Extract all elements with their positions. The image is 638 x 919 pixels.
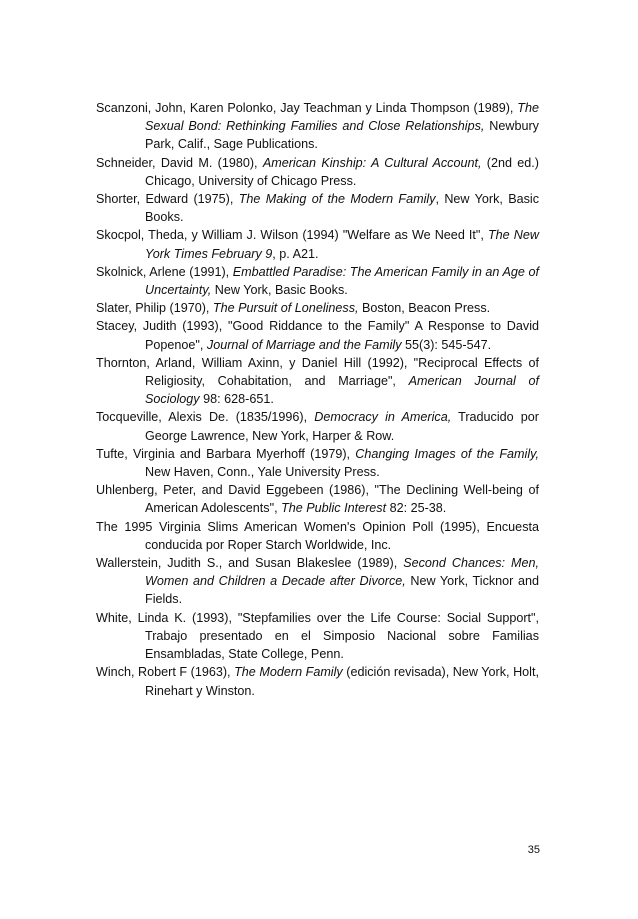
reference-entry bbox=[96, 354, 539, 409]
reference-publication: 55(3): 545-547. bbox=[401, 337, 492, 352]
reference-title: The New York Times February 9 bbox=[145, 228, 539, 261]
reference-authors: Scanzoni, John, Karen Polonko, Jay Teachman y Linda Thompson (1989), bbox=[96, 101, 518, 115]
reference-entry bbox=[96, 299, 539, 317]
reference-publication: Newbury Park, Calif., Sage Publications. bbox=[145, 119, 539, 152]
reference-list bbox=[96, 99, 539, 700]
reference-entry bbox=[96, 408, 539, 444]
reference-title: Second Chances: Men, Women and Children a Decade after Divorce, bbox=[145, 556, 539, 589]
reference-publication: New York, Ticknor and Fields. bbox=[145, 574, 539, 607]
reference-authors: Schneider, David M. (1980), bbox=[96, 155, 263, 170]
reference-publication: New York, Basic Books. bbox=[211, 283, 348, 298]
reference-authors: Wallerstein, Judith S., and Susan Blakeslee (1989), bbox=[96, 556, 404, 571]
reference-entry bbox=[96, 226, 539, 262]
reference-authors: White, Linda K. (1993), "Stepfamilies over the Life Course: Social Support", Trabajo presentado en el Simposio Nacional sobre Familias Ensambladas, State College, Penn. bbox=[96, 610, 539, 662]
reference-entry bbox=[96, 663, 539, 699]
reference-title: Journal of Marriage and the Family bbox=[206, 337, 402, 352]
reference-publication: 82: 25-38. bbox=[386, 501, 447, 516]
reference-authors: Tufte, Virginia and Barbara Myerhoff (1979), bbox=[96, 446, 356, 461]
reference-title: American Journal of Sociology bbox=[145, 374, 540, 407]
reference-title: Changing Images of the Family, bbox=[355, 446, 539, 461]
reference-authors: Thornton, Arland, William Axinn, y Daniel Hill (1992), "Reciprocal Effects of Religiosity, Cohabitation, and Marriage", bbox=[96, 355, 539, 389]
reference-entry bbox=[96, 554, 539, 609]
reference-authors: Tocqueville, Alexis De. (1835/1996), bbox=[96, 410, 315, 425]
reference-authors: Shorter, Edward (1975), bbox=[96, 192, 239, 207]
reference-title: The Making of the Modern Family bbox=[238, 192, 436, 207]
reference-entry bbox=[96, 99, 539, 154]
reference-publication: , New York, Basic Books. bbox=[145, 192, 540, 225]
reference-title: Embattled Paradise: The American Family in an Age of Uncertainty, bbox=[145, 264, 539, 298]
reference-entry bbox=[96, 190, 539, 226]
reference-publication: New Haven, Conn., Yale University Press. bbox=[145, 465, 380, 480]
reference-entry bbox=[96, 263, 539, 299]
reference-entry bbox=[96, 445, 539, 481]
reference-authors: Skolnick, Arlene (1991), bbox=[96, 264, 233, 279]
reference-publication: 98: 628-651. bbox=[199, 392, 274, 407]
reference-authors: Slater, Philip (1970), bbox=[96, 301, 213, 316]
reference-title: American Kinship: A Cultural Account, bbox=[262, 155, 482, 170]
reference-entry bbox=[96, 317, 539, 353]
reference-entry bbox=[96, 154, 539, 190]
reference-authors: Skocpol, Theda, y William J. Wilson (1994) "Welfare as We Need It", bbox=[96, 228, 488, 243]
reference-publication: Boston, Beacon Press. bbox=[358, 301, 491, 316]
reference-title: The Public Interest bbox=[281, 501, 387, 516]
reference-entry bbox=[96, 609, 539, 664]
reference-authors: Winch, Robert F (1963), bbox=[96, 665, 235, 680]
reference-title: The Sexual Bond: Rethinking Families and Close Relationships, bbox=[145, 101, 539, 134]
reference-publication: Traducido por George Lawrence, New York, Harper & Row. bbox=[145, 410, 539, 443]
reference-title: Democracy in America, bbox=[314, 410, 452, 425]
reference-entry bbox=[96, 518, 539, 554]
reference-title: The Modern Family bbox=[234, 665, 343, 680]
reference-authors: Uhlenberg, Peter, and David Eggebeen (1986), "The Declining Well-being of American Adolescents", bbox=[96, 483, 539, 516]
reference-entry bbox=[96, 481, 539, 517]
reference-authors: The 1995 Virginia Slims American Women's Opinion Poll (1995), Encuesta conducida por Roper Starch Worldwide, Inc. bbox=[96, 519, 539, 552]
page-number: 35 bbox=[527, 844, 540, 856]
reference-title: The Pursuit of Loneliness, bbox=[212, 301, 359, 316]
reference-publication: (2nd ed.) Chicago, University of Chicago Press. bbox=[145, 155, 539, 188]
reference-publication: (edición revisada), New York, Holt, Rinehart y Winston. bbox=[145, 665, 539, 698]
reference-authors: Stacey, Judith (1993), "Good Riddance to the Family" A Response to David Popenoe", bbox=[96, 319, 539, 352]
reference-publication: , p. A21. bbox=[272, 246, 319, 261]
